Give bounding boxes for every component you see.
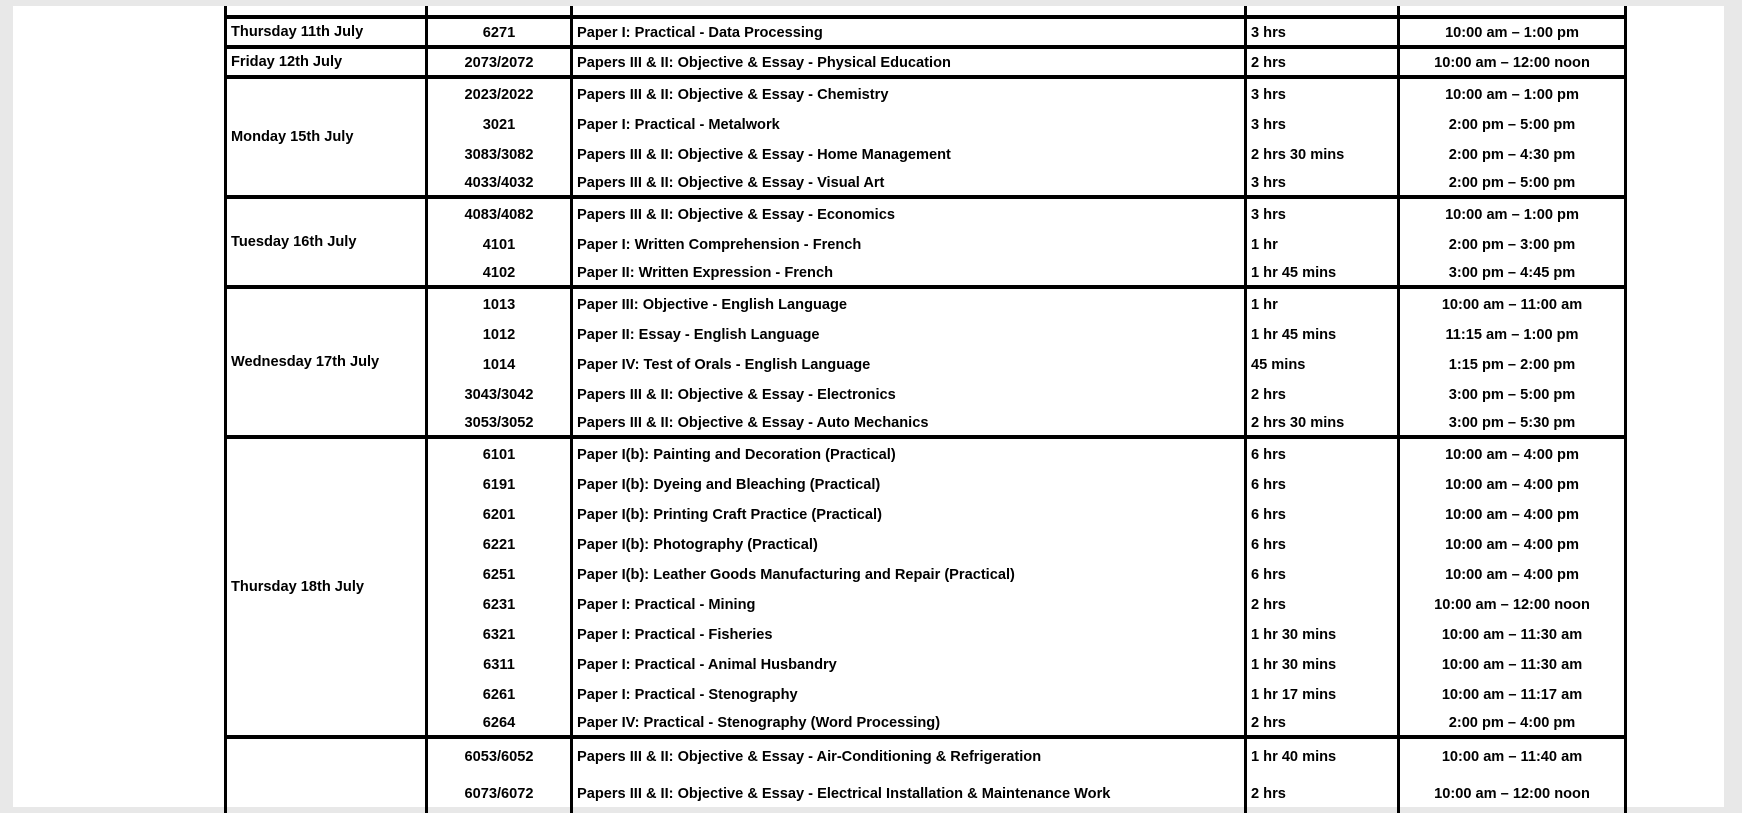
paper-duration: 2 hrs [1246, 47, 1399, 77]
paper-title: Papers III & II: Objective & Essay - Visual Art [572, 167, 1246, 197]
paper-code: 4083/4082 [427, 197, 572, 227]
paper-code: 6231 [427, 587, 572, 617]
paper-time: 1:15 pm – 2:00 pm [1399, 347, 1626, 377]
paper-duration: 6 hrs [1246, 557, 1399, 587]
paper-duration: 6 hrs [1246, 527, 1399, 557]
paper-code: 1013 [427, 287, 572, 317]
paper-duration: 1 hr 45 mins [1246, 257, 1399, 287]
paper-title: Paper I: Practical - Animal Husbandry [572, 647, 1246, 677]
paper-time: 10:00 am – 12:00 noon [1399, 47, 1626, 77]
paper-code: 3083/3082 [427, 137, 572, 167]
table-row [226, 437, 1626, 467]
paper-code: 4102 [427, 257, 572, 287]
paper-time: 10:00 am – 4:00 pm [1399, 527, 1626, 557]
paper-title: Paper III: Objective - English Language [572, 287, 1246, 317]
paper-time: 10:00 am – 4:00 pm [1399, 557, 1626, 587]
table-row [226, 467, 1626, 497]
table-row [226, 167, 1626, 197]
paper-title: Paper IV: Test of Orals - English Language [572, 347, 1246, 377]
paper-title: Paper I: Practical - Mining [572, 587, 1246, 617]
table-row [226, 107, 1626, 137]
paper-title: Paper I(b): Printing Craft Practice (Practical) [572, 497, 1246, 527]
paper-duration: 2 hrs [1246, 587, 1399, 617]
table-row [226, 317, 1626, 347]
paper-code: 6101 [427, 437, 572, 467]
table-row [226, 647, 1626, 677]
exam-date: Thursday 11th July [226, 17, 427, 47]
paper-time: 10:00 am – 4:00 pm [1399, 497, 1626, 527]
paper-time: 10:00 am – 11:17 am [1399, 677, 1626, 707]
exam-date: Thursday 18th July [226, 437, 427, 737]
paper-time: 2:00 pm – 4:30 pm [1399, 137, 1626, 167]
paper-title: Paper I: Practical - Fisheries [572, 617, 1246, 647]
document-page [13, 6, 1724, 807]
paper-code: 6311 [427, 647, 572, 677]
paper-duration: 1 hr 17 mins [1246, 677, 1399, 707]
table-row [226, 47, 1626, 77]
paper-title: Papers III & II: Objective & Essay - Physical Education [572, 47, 1246, 77]
paper-code: 4033/4032 [427, 167, 572, 197]
paper-code: 6201 [427, 497, 572, 527]
paper-code: 6053/6052 [427, 737, 572, 775]
paper-duration: 3 hrs [1246, 197, 1399, 227]
paper-duration: 1 hr 30 mins [1246, 647, 1399, 677]
table-row [226, 407, 1626, 437]
exam-date: Friday 12th July [226, 47, 427, 77]
paper-title: Paper II: Written Expression - French [572, 257, 1246, 287]
paper-duration: 6 hrs [1246, 497, 1399, 527]
paper-duration: 3 hrs [1246, 17, 1399, 47]
paper-code: 1012 [427, 317, 572, 347]
table-row [226, 707, 1626, 737]
table-row [226, 497, 1626, 527]
table-row [226, 347, 1626, 377]
table-row [226, 377, 1626, 407]
paper-time: 3:00 pm – 5:30 pm [1399, 407, 1626, 437]
paper-time: 10:00 am – 12:00 noon [1399, 587, 1626, 617]
table-row [226, 775, 1626, 813]
paper-title: Paper I(b): Leather Goods Manufacturing and Repair (Practical) [572, 557, 1246, 587]
paper-code: 3043/3042 [427, 377, 572, 407]
paper-code: 6221 [427, 527, 572, 557]
paper-code: 3021 [427, 107, 572, 137]
paper-duration: 1 hr 30 mins [1246, 617, 1399, 647]
paper-time: 10:00 am – 4:00 pm [1399, 437, 1626, 467]
paper-title: Paper I(b): Dyeing and Bleaching (Practical) [572, 467, 1246, 497]
table-row [226, 77, 1626, 107]
paper-title: Paper I(b): Photography (Practical) [572, 527, 1246, 557]
exam-timetable [224, 0, 1627, 813]
exam-date [226, 737, 427, 813]
paper-duration: 1 hr 40 mins [1246, 737, 1399, 775]
paper-duration: 2 hrs [1246, 377, 1399, 407]
exam-date: Tuesday 16th July [226, 197, 427, 287]
paper-time: 10:00 am – 11:40 am [1399, 737, 1626, 775]
paper-title: Papers III & II: Objective & Essay - Home Management [572, 137, 1246, 167]
table-row [226, 677, 1626, 707]
paper-title: Papers III & II: Objective & Essay - Chemistry [572, 77, 1246, 107]
paper-code: 4101 [427, 227, 572, 257]
paper-duration: 6 hrs [1246, 437, 1399, 467]
exam-date: Wednesday 17th July [226, 287, 427, 437]
paper-duration: 6 hrs [1246, 467, 1399, 497]
paper-time: 10:00 am – 11:30 am [1399, 617, 1626, 647]
exam-date: Monday 15th July [226, 77, 427, 197]
paper-title: Paper I: Practical - Stenography [572, 677, 1246, 707]
table-row [226, 617, 1626, 647]
paper-title: Paper II: Essay - English Language [572, 317, 1246, 347]
paper-duration: 2 hrs 30 mins [1246, 407, 1399, 437]
table-row [226, 257, 1626, 287]
paper-time: 10:00 am – 1:00 pm [1399, 197, 1626, 227]
paper-code: 6261 [427, 677, 572, 707]
paper-title: Paper I: Practical - Metalwork [572, 107, 1246, 137]
paper-duration: 3 hrs [1246, 167, 1399, 197]
paper-time: 10:00 am – 1:00 pm [1399, 17, 1626, 47]
paper-time: 10:00 am – 12:00 noon [1399, 775, 1626, 813]
paper-code: 3053/3052 [427, 407, 572, 437]
paper-duration: 1 hr 45 mins [1246, 317, 1399, 347]
paper-time: 10:00 am – 11:30 am [1399, 647, 1626, 677]
paper-title: Paper IV: Practical - Stenography (Word Processing) [572, 707, 1246, 737]
paper-time: 10:00 am – 11:00 am [1399, 287, 1626, 317]
paper-duration: 45 mins [1246, 347, 1399, 377]
table-row [226, 557, 1626, 587]
table-row [226, 587, 1626, 617]
paper-title: Papers III & II: Objective & Essay - Economics [572, 197, 1246, 227]
paper-duration: 1 hr [1246, 287, 1399, 317]
paper-duration: 3 hrs [1246, 107, 1399, 137]
paper-time: 3:00 pm – 4:45 pm [1399, 257, 1626, 287]
paper-title: Papers III & II: Objective & Essay - Electronics [572, 377, 1246, 407]
paper-code: 1014 [427, 347, 572, 377]
paper-title: Paper I: Written Comprehension - French [572, 227, 1246, 257]
table-row [226, 527, 1626, 557]
paper-title: Paper I(b): Painting and Decoration (Practical) [572, 437, 1246, 467]
paper-duration: 2 hrs 30 mins [1246, 137, 1399, 167]
paper-time: 2:00 pm – 3:00 pm [1399, 227, 1626, 257]
paper-title: Paper I: Practical - Data Processing [572, 17, 1246, 47]
table-row [226, 197, 1626, 227]
paper-duration: 3 hrs [1246, 77, 1399, 107]
paper-time: 10:00 am – 4:00 pm [1399, 467, 1626, 497]
paper-time: 11:15 am – 1:00 pm [1399, 317, 1626, 347]
table-row [226, 137, 1626, 167]
paper-title: Papers III & II: Objective & Essay - Air-Conditioning & Refrigeration [572, 737, 1246, 775]
paper-code: 6321 [427, 617, 572, 647]
paper-code: 2073/2072 [427, 47, 572, 77]
paper-title: Papers III & II: Objective & Essay - Auto Mechanics [572, 407, 1246, 437]
paper-duration: 2 hrs [1246, 707, 1399, 737]
paper-title: Papers III & II: Objective & Essay - Electrical Installation & Maintenance Work [572, 775, 1246, 813]
paper-code: 6191 [427, 467, 572, 497]
paper-time: 2:00 pm – 5:00 pm [1399, 167, 1626, 197]
table-row [226, 737, 1626, 775]
paper-time: 2:00 pm – 5:00 pm [1399, 107, 1626, 137]
paper-time: 3:00 pm – 5:00 pm [1399, 377, 1626, 407]
paper-code: 6073/6072 [427, 775, 572, 813]
paper-code: 6264 [427, 707, 572, 737]
paper-code: 6271 [427, 17, 572, 47]
paper-duration: 2 hrs [1246, 775, 1399, 813]
paper-duration: 1 hr [1246, 227, 1399, 257]
viewer-top-bar [0, 0, 1742, 6]
paper-code: 2023/2022 [427, 77, 572, 107]
table-row [226, 17, 1626, 47]
table-row [226, 227, 1626, 257]
paper-code: 6251 [427, 557, 572, 587]
table-row [226, 287, 1626, 317]
paper-time: 10:00 am – 1:00 pm [1399, 77, 1626, 107]
paper-time: 2:00 pm – 4:00 pm [1399, 707, 1626, 737]
